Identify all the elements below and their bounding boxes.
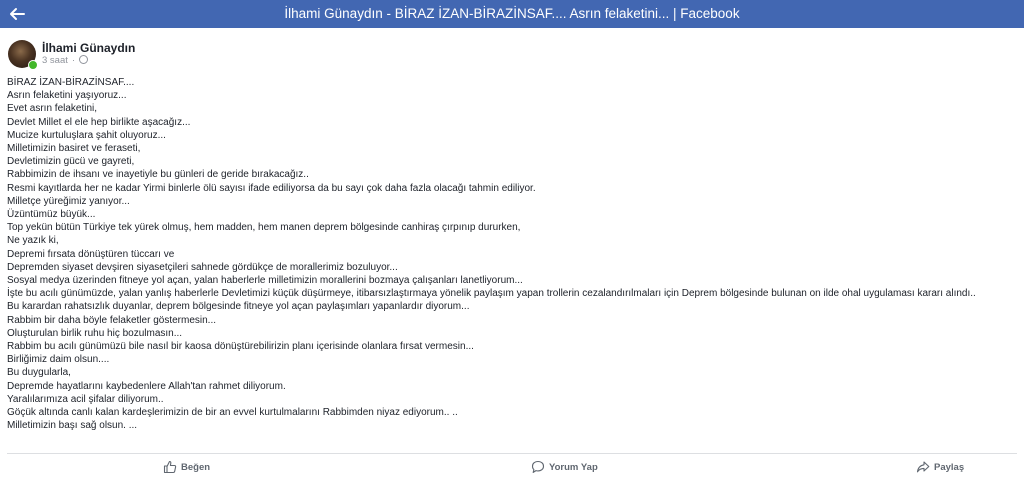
post-line: Sosyal medya üzerinden fitneye yol açan, yalan haberlerle milletimizin morallerini bozmaya çalışanları lanetliyorum...	[7, 275, 523, 287]
share-button[interactable]	[916, 458, 964, 476]
post-line: Evet asrın felaketini,	[7, 103, 98, 115]
post-line: Bu duygularla,	[7, 367, 71, 379]
post-line: Resmi kayıtlarda her ne kadar Yirmi binlerle ölü sayısı ifade ediliyorsa da bu sayı çok daha fazla olacağı tahmin ediliyor.	[7, 182, 536, 194]
meta-separator: ·	[71, 55, 76, 66]
post-line: İşte bu acılı günümüzde, yalan yanlış haberlerle Devletimizi küçük düşürmeye, itibarsızlaştırmaya yönelik paylaşım yapan trollerin cezalandırılmaları için Deprem bölgesinde bulunan on ilde ohal uygulaması kararı alındı..	[7, 288, 976, 300]
like-label: Beğen	[181, 461, 211, 473]
post-line: Rabbim bir daha böyle felaketler göstermesin...	[7, 314, 216, 326]
post-line: Bu karardan rahatsızlık duyanlar, deprem bölgesinde fitneye yol açan paylaşımları yapanlardır diyorum...	[7, 301, 470, 313]
post-line: Mucize kurtuluşlara şahit oluyoruz...	[7, 129, 166, 141]
post-line: Depremde hayatlarını kaybedenlere Allah'tan rahmet diliyorum.	[7, 380, 286, 392]
post-line: Birliğimiz daim olsun....	[7, 354, 110, 366]
share-label: Paylaş	[934, 461, 965, 473]
post-line: Depremden siyaset devşiren siyasetçileri sahnede gördükçe de morallerimiz bozuluyor...	[7, 261, 398, 273]
post-text	[7, 76, 1019, 432]
post-line: Milletimizin başı sağ olsun. ...	[7, 420, 138, 432]
post-line: Rabbim bu acılı günümüzü bile nasıl bir kaosa dönüştürebilirizin planı içerisinde olanlara fırsat vermesin...	[7, 341, 474, 353]
post-time[interactable]: 3 saat	[42, 55, 68, 66]
post-line: Devletimizin gücü ve gayreti,	[7, 156, 135, 168]
post-line: Depremi fırsata dönüştüren tüccarı ve	[7, 248, 175, 260]
post-actions	[0, 456, 1024, 478]
browser-title-bar	[0, 0, 1024, 28]
share-arrow-icon	[916, 460, 930, 474]
post-line: Oluşturulan birlik ruhu hiç bozulmasın...	[7, 327, 183, 339]
comment-button[interactable]	[531, 458, 598, 476]
post-meta	[42, 55, 88, 66]
post-line: Devlet Millet el ele hep birlikte aşacağız...	[7, 116, 191, 128]
post-line: Göçük altında canlı kalan kardeşlerimizin de bir an evvel kurtulmalarını Rabbimden niyaz ediyorum.. ..	[7, 407, 458, 419]
post-line: Milletimizin basiret ve feraseti,	[7, 143, 141, 155]
action-divider	[7, 453, 1017, 454]
like-button[interactable]	[163, 458, 210, 476]
globe-icon	[79, 55, 88, 64]
page-title: İlhami Günaydın - BİRAZ İZAN-BİRAZİNSAF.... Asrın felaketini... | Facebook	[284, 6, 740, 21]
comment-icon	[531, 460, 545, 474]
post-line: BİRAZ İZAN-BİRAZİNSAF....	[7, 77, 135, 88]
author-name[interactable]: İlhami Günaydın	[42, 41, 136, 55]
post-line: Yaralılarımıza acil şifalar diliyorum..	[7, 393, 164, 405]
post-line: Top yekün bütün Türkiye tek yürek olmuş, hem madden, hem manen deprem bölgesinde canhiraş çırpınıp dururken,	[7, 222, 521, 234]
post-line: Üzüntümüz büyük...	[7, 209, 96, 221]
comment-label: Yorum Yap	[549, 461, 598, 473]
online-status-icon	[28, 60, 38, 70]
post-line: Rabbimizin de ihsanı ve inayetiyle bu günleri de geride bırakacağız..	[7, 169, 309, 181]
post-line: Ne yazık ki,	[7, 235, 59, 247]
post-line: Milletçe yüreğimiz yanıyor...	[7, 195, 130, 207]
thumbs-up-icon	[163, 460, 177, 474]
post-line: Asrın felaketini yaşıyoruz...	[7, 90, 127, 102]
